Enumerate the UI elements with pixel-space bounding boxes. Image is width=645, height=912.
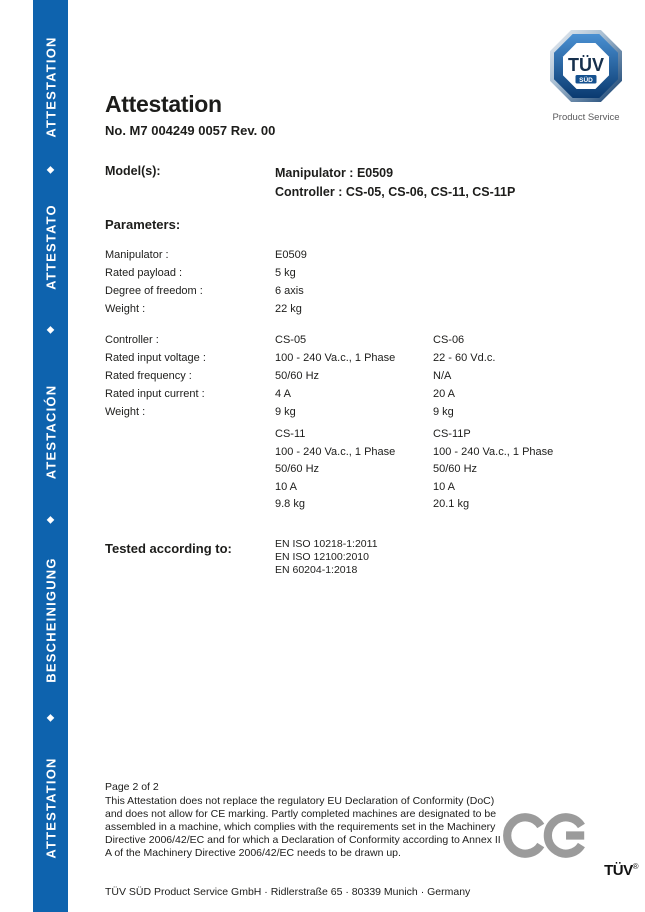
table-row [105, 331, 575, 349]
table-row [105, 496, 575, 514]
row-label: Manipulator : [105, 249, 169, 261]
model-manipulator: Manipulator : E0509 [275, 166, 394, 180]
row-value-col1: 9 kg [275, 406, 296, 418]
logo-tuv-text: TÜV [568, 55, 604, 75]
parameters-heading: Parameters: [105, 217, 181, 232]
table-row [105, 479, 575, 497]
row-label: Weight : [105, 406, 146, 418]
row-value-col1: 100 - 240 Va.c., 1 Phase [275, 352, 396, 364]
standard-item: EN 60204-1:2018 [275, 564, 358, 576]
standard-item: EN ISO 10218-1:2011 [275, 538, 378, 550]
page-title: Attestation [105, 91, 222, 117]
diamond-icon: ◆ [46, 712, 55, 724]
row-label: Rated input current : [105, 388, 205, 400]
table-row [105, 403, 575, 421]
diamond-icon: ◆ [46, 514, 55, 526]
table-row [105, 367, 575, 385]
logo-sud-text: SÜD [579, 76, 593, 84]
row-value-col1: 50/60 Hz [275, 370, 320, 382]
row-value-col1: 10 A [275, 480, 298, 493]
model-values [275, 164, 515, 202]
standard-item: EN ISO 12100:2010 [275, 551, 369, 563]
row-value: 22 kg [275, 303, 302, 315]
row-label: Rated frequency : [105, 370, 192, 382]
row-value-col1: CS-11 [275, 428, 306, 440]
side-band [33, 0, 68, 912]
model-section [105, 164, 565, 202]
registered-symbol: ® [632, 862, 638, 871]
model-controller: Controller : CS-05, CS-06, CS-11, CS-11P [275, 185, 516, 199]
row-label: Rated payload : [105, 267, 183, 279]
row-value-col2: 22 - 60 Vd.c. [433, 352, 496, 364]
controller-parameters-table-2 [105, 426, 575, 514]
row-value-col1: 100 - 240 Va.c., 1 Phase [275, 445, 396, 458]
table-row [105, 246, 575, 264]
row-value-col1: CS-05 [275, 334, 307, 346]
diamond-icon: ◆ [46, 164, 55, 176]
side-label-attestation-en-bottom: ATTESTATION [43, 757, 58, 859]
tuv-registered-mark [576, 862, 638, 879]
row-value: E0509 [275, 249, 307, 261]
row-value-col2: 9 kg [433, 406, 454, 418]
standards-list [275, 538, 378, 577]
row-value-col1: 4 A [275, 388, 291, 400]
table-row [105, 282, 575, 300]
tuv-sud-octagon-icon [550, 30, 622, 102]
row-label: Controller : [105, 334, 159, 346]
table-row [105, 300, 575, 318]
logo-caption: Product Service [552, 112, 620, 123]
row-label: Rated input voltage : [105, 352, 206, 364]
side-label-atestacion: ATESTACIÓN [43, 384, 58, 480]
row-value-col1: 9.8 kg [275, 498, 305, 510]
controller-parameters-table-1 [105, 331, 575, 421]
row-value-col2: 20 A [433, 388, 456, 400]
row-value: 5 kg [275, 267, 296, 279]
row-value: 6 axis [275, 285, 304, 297]
company-address: TÜV SÜD Product Service GmbH · Ridlerstraße 65 · 80339 Munich · Germany [105, 886, 471, 898]
row-value-col2: CS-11P [433, 428, 471, 440]
row-label: Weight : [105, 303, 146, 315]
table-row [105, 349, 575, 367]
disclaimer-text: This Attestation does not replace the regulatory EU Declaration of Conformity (DoC) and does not allow for CE marking. Partly completed machines are designated to be assembled in a machine, which complies with the requirements set in the Machinery Directive 2006/42/EC and for which a Declaration of Conformity according to Annex II A of the Machinery Directive 2006/42/EC needs to be drawn up. [105, 795, 501, 859]
page-indicator: Page 2 of 2 [105, 781, 159, 793]
row-value-col2: CS-06 [433, 334, 465, 346]
table-row [105, 426, 575, 444]
row-label: Degree of freedom : [105, 285, 203, 297]
ce-mark-icon [502, 810, 592, 866]
tuv-mark-text: TÜV [604, 862, 633, 879]
table-row [105, 264, 575, 282]
certificate-number: No. M7 004249 0057 Rev. 00 [105, 123, 276, 138]
diamond-icon: ◆ [46, 324, 55, 336]
side-label-bescheinigung: BESCHEINIGUNG [43, 557, 58, 683]
manipulator-parameters-table [105, 246, 575, 318]
side-label-attestato: ATTESTATO [43, 204, 58, 290]
table-row [105, 385, 575, 403]
table-row [105, 461, 575, 479]
row-value-col2: 10 A [433, 480, 456, 493]
row-value-col2: 20.1 kg [433, 498, 470, 510]
model-label: Model(s): [105, 164, 161, 178]
tested-according-label: Tested according to: [105, 541, 232, 556]
row-value-col2: 100 - 240 Va.c., 1 Phase [433, 445, 554, 458]
row-value-col1: 50/60 Hz [275, 463, 320, 475]
tuv-sud-logo [548, 30, 624, 123]
side-label-attestation-en-top: ATTESTATION [43, 36, 58, 138]
row-value-col2: 50/60 Hz [433, 463, 478, 475]
row-value-col2: N/A [433, 370, 452, 382]
table-row [105, 444, 575, 462]
